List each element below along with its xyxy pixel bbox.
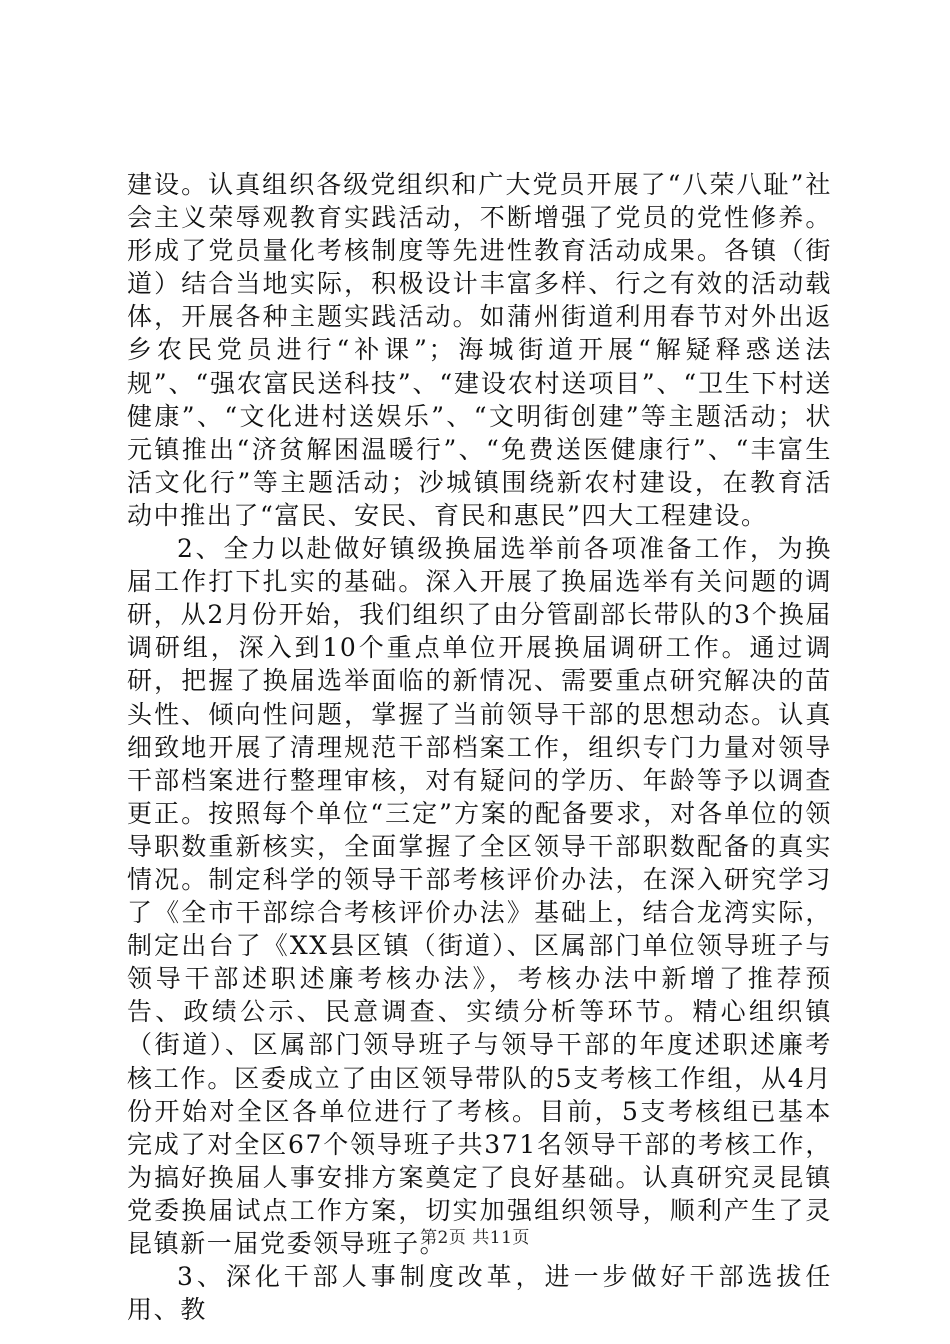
paragraph-election-preparation: 2、全力以赴做好镇级换届选举前各项准备工作，为换届工作打下扎实的基础。深入开展了换届选举有关问题的调研，从2月份开始，我们组织了由分管副部长带队的3个换届调研组，深入到10个重点单位开展换届调研工作。通过调研，把握了换届选举面临的新情况、需要重点研究解决的苗头性、倾向性问题，掌握了当前领导干部的思想动态。认真细致地开展了清理规范干部档案工作，组织专门力量对领导干部档案进行整理审核，对有疑问的学历、年龄等予以调查更正。按照每个单位“三定”方案的配备要求，对各单位的领导职数重新核实，全面掌握了全区领导干部职数配备的真实情况。制定科学的领导干部考核评价办法，在深入研究学习了《全市干部综合考核评价办法》基础上，结合龙湾实际，制定出台了《XX县区镇（街道）、区属部门单位领导班子与领导干部述职述廉考核办法》，考核办法中新增了推荐预告、政绩公示、民意调查、实绩分析等环节。精心组织镇（街道）、区属部门领导班子与领导干部的年度述职述廉考核工作。区委成立了由区领导带队的5支考核工作组，从4月份开始对全区各单位进行了考核。目前，5支考核组已基本完成了对全区67个领导班子共371名领导干部的考核工作，为搞好换届人事安排方案奠定了良好基础。认真研究灵昆镇党委换届试点工作方案，切实加强组织领导，顺利产生了灵昆镇新一届党委领导班子。 — [127, 534, 832, 1258]
paragraph-party-education: 建设。认真组织各级党组织和广大党员开展了“八荣八耻”社会主义荣辱观教育实践活动，不断增强了党员的党性修养。形成了党员量化考核制度等先进性教育活动成果。各镇（街道）结合当地实际，积极设计丰富多样、行之有效的活动载体，开展各种主题实践活动。如蒲州街道利用春节对外出返乡农民党员进行“补课”；海城街道开展“解疑释惑送法规”、“强农富民送科技”、“建设农村送项目”、“卫生下村送健康”、“文化进村送娱乐”、“文明街创建”等主题活动；状元镇推出“济贫解困温暖行”、“免费送医健康行”、“丰富生活文化行”等主题活动；沙城镇围绕新农村建设，在教育活动中推出了“富民、安民、育民和惠民”四大工程建设。 — [127, 170, 832, 530]
document-body — [127, 168, 832, 1326]
paragraph-cadre-reform: 3、深化干部人事制度改革，进一步做好干部选拔任用、教 — [127, 1262, 832, 1325]
page-number-footer: 第2页 共11页 — [420, 1228, 530, 1248]
